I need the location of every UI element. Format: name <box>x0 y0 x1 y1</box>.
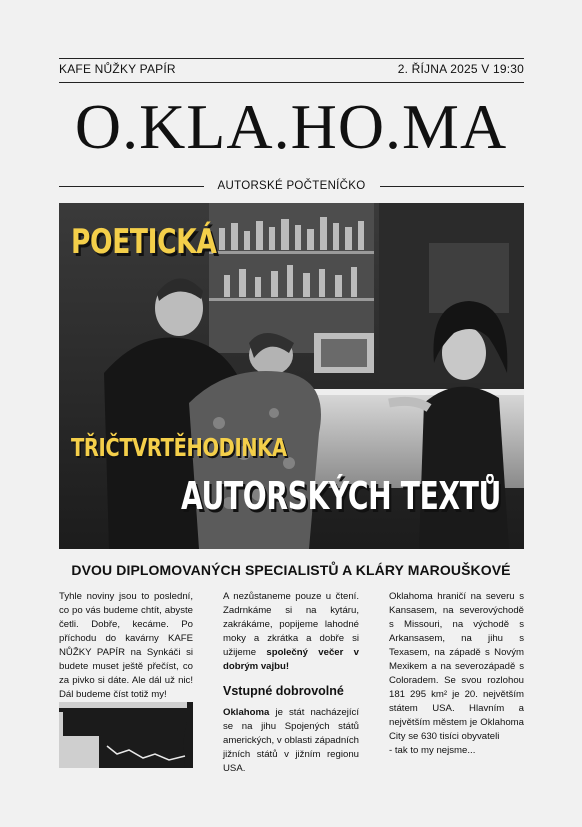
column-2 <box>223 590 359 776</box>
subtitle-rule-left <box>59 186 204 187</box>
event-datetime: 2. ŘÍJNA 2025 V 19:30 <box>397 62 524 76</box>
event-photo <box>59 203 524 549</box>
oklahoma-description: je stát nacházející se na jihu Spojených států amerických, v oblasti západních jižních států v jižním regionu USA. <box>223 707 359 774</box>
masthead-title: O.KLA.HO.MA <box>74 91 508 162</box>
top-rule <box>59 58 524 59</box>
column-2-paragraph-1 <box>223 590 359 674</box>
header-rule <box>59 82 524 83</box>
subtitle: AUTORSKÉ POČTENÍČKO <box>217 180 366 192</box>
poster-line-3: AUTORSKÝCH TEXTŮ <box>181 474 502 518</box>
column-2-highlight: společný večer v dobrým vajbu! <box>223 647 359 672</box>
subtitle-rule-right <box>380 186 525 187</box>
venue-name: KAFE NŮŽKY PAPÍR <box>59 62 176 76</box>
poster-line-2: TŘIČTVRTĚHODINKA <box>71 433 287 462</box>
column-2-intro: A nezůstaneme pouze u čtení. Zadrnkáme si na kytáru, zakrákáme, popijeme lahodné moky a zkrátka a dobře si užijeme <box>223 591 359 658</box>
column-3-tail: - tak to my nejsme... <box>389 745 476 756</box>
lead-headline: DVOU DIPLOMOVANÝCH SPECIALISTŮ A KLÁRY MAROUŠKOVÉ <box>71 562 511 578</box>
column-1 <box>59 590 193 702</box>
entry-fee-heading: Vstupné dobrovolné <box>223 684 344 698</box>
top-bar <box>59 62 524 76</box>
oklahoma-term: Oklahoma <box>223 707 270 718</box>
subtitle-row <box>59 180 524 192</box>
oklahoma-map-graphic <box>59 702 193 768</box>
column-3-text: Oklahoma hraničí na severu s Kansasem, na severovýchodě s Missouri, na východě s Arkansasem, na jihu s Texasem, na západě s Novým Mexikem a na severozápadě s Coloradem. Se svou rozlohou 181 295 km² je 20. největším státem USA. Hlavním a největším městem je Oklahoma City se 630 tisíci obyvateli <box>389 591 524 742</box>
column-3 <box>389 590 524 758</box>
column-2-paragraph-2 <box>223 706 359 776</box>
column-1-text: Tyhle noviny jsou to poslední, co po vás budeme chtít, abyste četli. Dobře, kecáme. Po příchodu do kavárny KAFE NŮŽKY PAPÍR na Synkáči si budete muset ještě přečíst, co za pivko si dáte. Ale dál už nic! Dál budeme číst totiž my! <box>59 591 193 700</box>
poster-line-1: POETICKÁ <box>71 222 217 262</box>
